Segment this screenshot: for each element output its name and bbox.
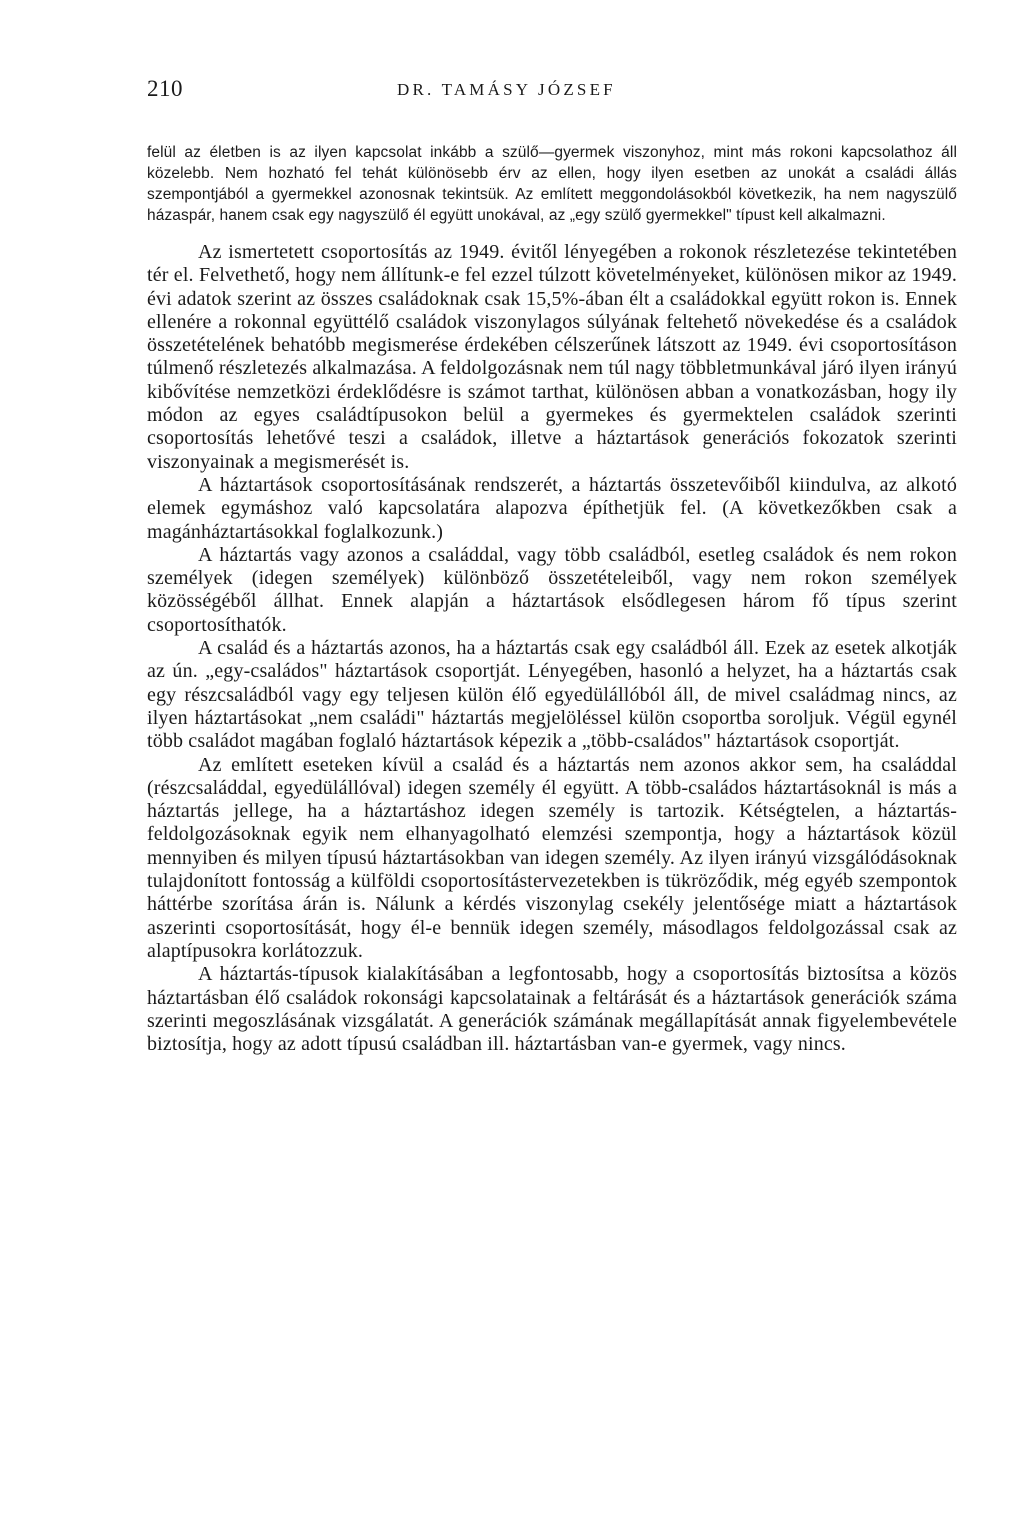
footnote-paragraph: felül az életben is az ilyen kapcsolat inkább a szülő—gyermek viszonyhoz, mint más rokoni kapcsolathoz áll közelebb. Nem hozható fel tehát különösebb érv az ellen, hogy ilyen esetben az unokát a családi állás szempontjából a gyermekkel azonosnak tekintsük. Az említett meggondolásokból következik, ha nem nagyszülő házaspár, hanem csak egy nagyszülő él együtt unokával, az „egy szülő gyermekkel" típust kell alkalmazni. (147, 144, 957, 224)
paragraph-5: Az említett eseteken kívül a család és a háztartás nem azonos akkor sem, ha családdal (részcsaláddal, egyedülállóval) idegen személy él együtt. A több-családos háztartásoknál is más a háztartás jellege, ha a háztartáshoz idegen személy is tartozik. Kétségtelen, a háztartás-feldolgozásoknak egyik nem elhanyagolható elemzési szempontja, hogy a háztartások közül mennyiben és milyen típusú háztartásokban van idegen személy. Az ilyen irányú vizsgálódásoknak tulajdonított fontosság a külföldi csoportosítástervezetekben is tükröződik, még egyéb szempontok háttérbe szorítása árán is. Nálunk a kérdés viszonylag csekély jelentősége miatt a háztartások aszerinti csoportosítását, hogy él-e bennük idegen személy, másodlagos feldolgozással csak az alaptípusokra korlátozzuk. (147, 753, 957, 962)
page-header (147, 76, 957, 106)
spacer (147, 226, 957, 241)
paragraph-4: A család és a háztartás azonos, ha a háztartás csak egy családból áll. Ezek az esetek alkotják az ún. „egy-családos" háztartások csoportját. Lényegében, hasonló a helyzet, ha a háztartás csak egy részcsaládból vagy egy teljesen külön élő egyedülállóból áll, de mivel családmag nincs, az ilyen háztartásokat „nem családi" háztartás megjelöléssel külön csoportba soroljuk. Végül egynél több családot magában foglaló háztartások képezik a „több-családos" háztartások csoportját. (147, 637, 957, 753)
paragraph-3: A háztartás vagy azonos a családdal, vagy több családból, esetleg családok és nem rokon személyek (idegen személyek) különböző összetételeiből, vagy nem rokon személyek közösségéből állhat. Ennek alapján a háztartások elsődlegesen három fő típus szerint csoportosíthatók. (147, 543, 957, 636)
body-text (147, 142, 957, 1056)
paragraph-1: Az ismertetett csoportosítás az 1949. évitől lényegében a rokonok részletezése tekintetében tér el. Felvethető, hogy nem állítunk-e fel ezzel túlzott követelményeket, különösen mikor az 1949. évi adatok szerint az összes családoknak csak 15,5%-ában élt a családokkal együtt rokon is. Ennek ellenére a rokonnal együttélő családok viszonylagos súlyának feltehető növekedése és a családok összetételének behatóbb megismerése érdekében célszerűnek látszott az 1949. évi csoportosításon túlmenő részletezés alkalmazása. A feldolgozásnak nem túl nagy többletmunkával járó ilyen irányú kibővítése nemzetközi érdeklődésre is számot tarthat, különösen abban a vonatkozásban, hogy ily módon az egyes családtípusokon belül a gyermekes és gyermektelen családok szerinti csoportosítás lehetővé teszi a családok, illetve a háztartások generációs fokozatok szerinti viszonyainak a megismerését is. (147, 241, 957, 473)
page-number: 210 (147, 76, 183, 101)
paragraph-6: A háztartás-típusok kialakításában a legfontosabb, hogy a csoportosítás biztosítsa a közös háztartásban élő családok rokonsági kapcsolatainak a feltárását és a háztartások generációk száma szerinti megoszlásának vizsgálatát. A generációk számának megállapítását annak figyelembevétele biztosítja, hogy az adott típusú családban ill. háztartásban van-e gyermek, vagy nincs. (147, 963, 957, 1056)
paragraph-2: A háztartások csoportosításának rendszerét, a háztartás összetevőiből kiindulva, az alkotó elemek egymáshoz való kapcsolatára alapozva építhetjük fel. (A következőkben csak a magánháztartásokkal foglalkozunk.) (147, 473, 957, 543)
running-head-author: DR. TAMÁSY JÓZSEF (397, 80, 616, 99)
